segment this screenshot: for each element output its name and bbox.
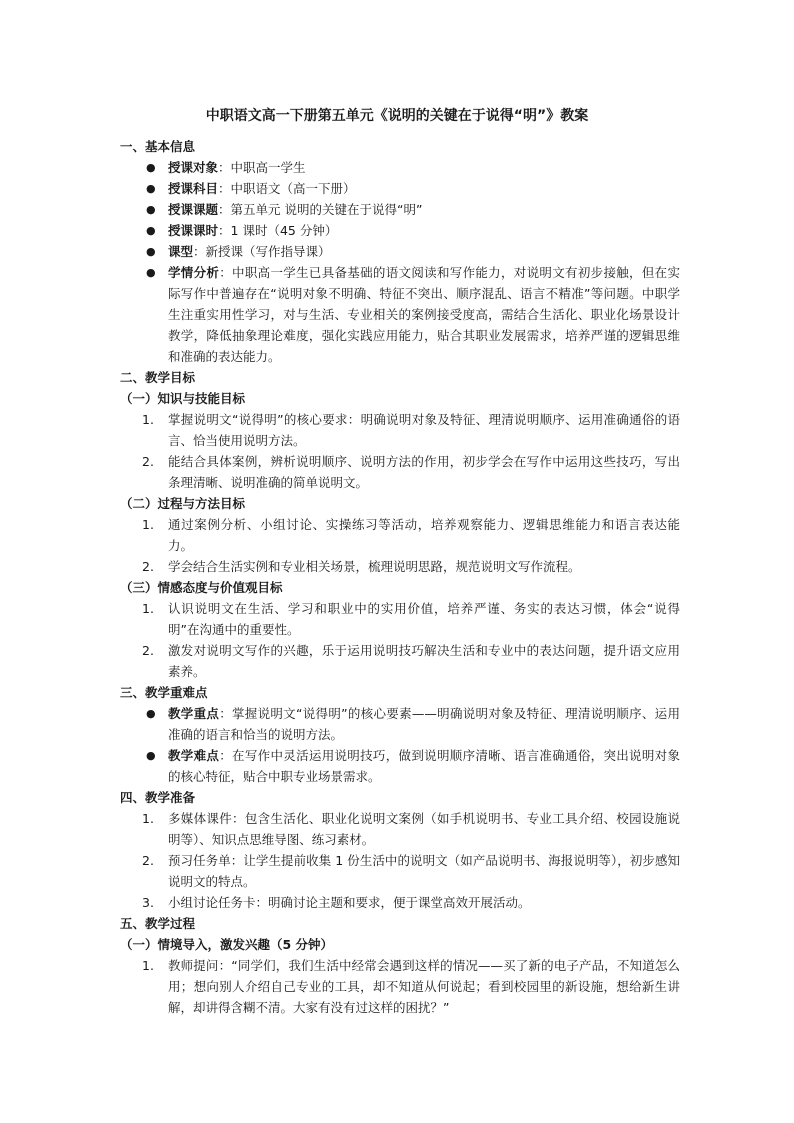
list-item: 2. 能结合具体案例，辨析说明顺序、说明方法的作用，初步学会在写作中运用这些技巧，写出条理清晰、说明准确的简单说明文。 [142,454,680,490]
subsection-heading: （一）情境导入，激发兴趣（5 分钟） [120,937,334,952]
bullet-icon: ● [146,161,156,174]
list-item: 3. 小组讨论任务卡：明确讨论主题和要求，便于课堂高效开展活动。 [142,895,531,910]
list-item: ● 教学难点：在写作中灵活运用说明技巧，做到说明顺序清晰、语言准确通俗，突出说明对象的核心特征，贴合中职专业场景需求。 [120,745,680,787]
list-item: ● 授课课时：1 课时（45 分钟） [120,220,680,241]
list-item: 1. 教师提问：“同学们，我们生活中经常会遇到这样的情况——买了新的电子产品，不知道怎么用；想向别人介绍自己专业的工具，却不知道从何说起；看到校园里的新设施，想给新生讲解，却讲得含糊不清。大家有没有过这样的困扰？” [142,958,680,1015]
section-heading-preparation: 四、教学准备 [120,790,196,805]
list-item: ● 授课对象：中职高一学生 [120,157,680,178]
bullet-icon: ● [146,245,156,258]
section-heading-process: 五、教学过程 [120,916,196,931]
list-item: ● 授课科目：中职语文（高一下册） [120,178,680,199]
section-heading-key-points: 三、教学重难点 [120,685,208,700]
bullet-icon: ● [146,266,156,279]
list-item: 1. 多媒体课件：包含生活化、职业化说明文案例（如手机说明书、专业工具介绍、校园设施说明等）、知识点思维导图、练习素材。 [142,811,680,847]
bullet-icon: ● [146,224,156,237]
subsection-heading: （三）情感态度与价值观目标 [120,580,283,595]
list-item: 1. 通过案例分析、小组讨论、实操练习等活动，培养观察能力、逻辑思维能力和语言表达能力。 [142,517,680,553]
subsection-heading: （一）知识与技能目标 [120,391,246,406]
bullet-icon: ● [146,749,156,762]
list-item: 2. 激发对说明文写作的兴趣，乐于运用说明技巧解决生活和专业中的表达问题，提升语文应用素养。 [142,643,680,679]
list-item: 1. 认识说明文在生活、学习和职业中的实用价值，培养严谨、务实的表达习惯，体会“说得明”在沟通中的重要性。 [142,601,680,637]
list-item: 2. 预习任务单：让学生提前收集 1 份生活中的说明文（如产品说明书、海报说明等），初步感知说明文的特点。 [142,853,680,889]
list-item: 1. 掌握说明文“说得明”的核心要求：明确说明对象及特征、理清说明顺序、运用准确通俗的语言、恰当使用说明方法。 [142,412,680,448]
section-heading-basic-info: 一、基本信息 [120,139,196,154]
list-item: ● 课型：新授课（写作指导课） [120,241,680,262]
page-title: 中职语文高一下册第五单元《说明的关键在于说得“明”》教案 [205,108,589,124]
bullet-icon: ● [146,707,156,720]
list-item: ● 授课课题：第五单元 说明的关键在于说得“明” [120,199,680,220]
list-item: ● 教学重点：掌握说明文“说得明”的核心要素——明确说明对象及特征、理清说明顺序、运用准确的语言和恰当的说明方法。 [120,703,680,745]
document-body [120,136,680,1018]
list-item: 2. 学会结合生活实例和专业相关场景，梳理说明思路，规范说明文写作流程。 [142,559,581,574]
bullet-icon: ● [146,182,156,195]
subsection-heading: （二）过程与方法目标 [120,496,246,511]
bullet-icon: ● [146,203,156,216]
section-heading-objectives: 二、教学目标 [120,370,196,385]
list-item: ● 学情分析：中职高一学生已具备基础的语文阅读和写作能力，对说明文有初步接触，但在实际写作中普遍存在“说明对象不明确、特征不突出、顺序混乱、语言不精准”等问题。中职学生注重实用性学习，对与生活、专业相关的案例接受度高，需结合生活化、职业化场景设计教学，降低抽象理论难度，强化实践应用能力，贴合其职业发展需求，培养严谨的逻辑思维和准确的表达能力。 [120,262,680,367]
